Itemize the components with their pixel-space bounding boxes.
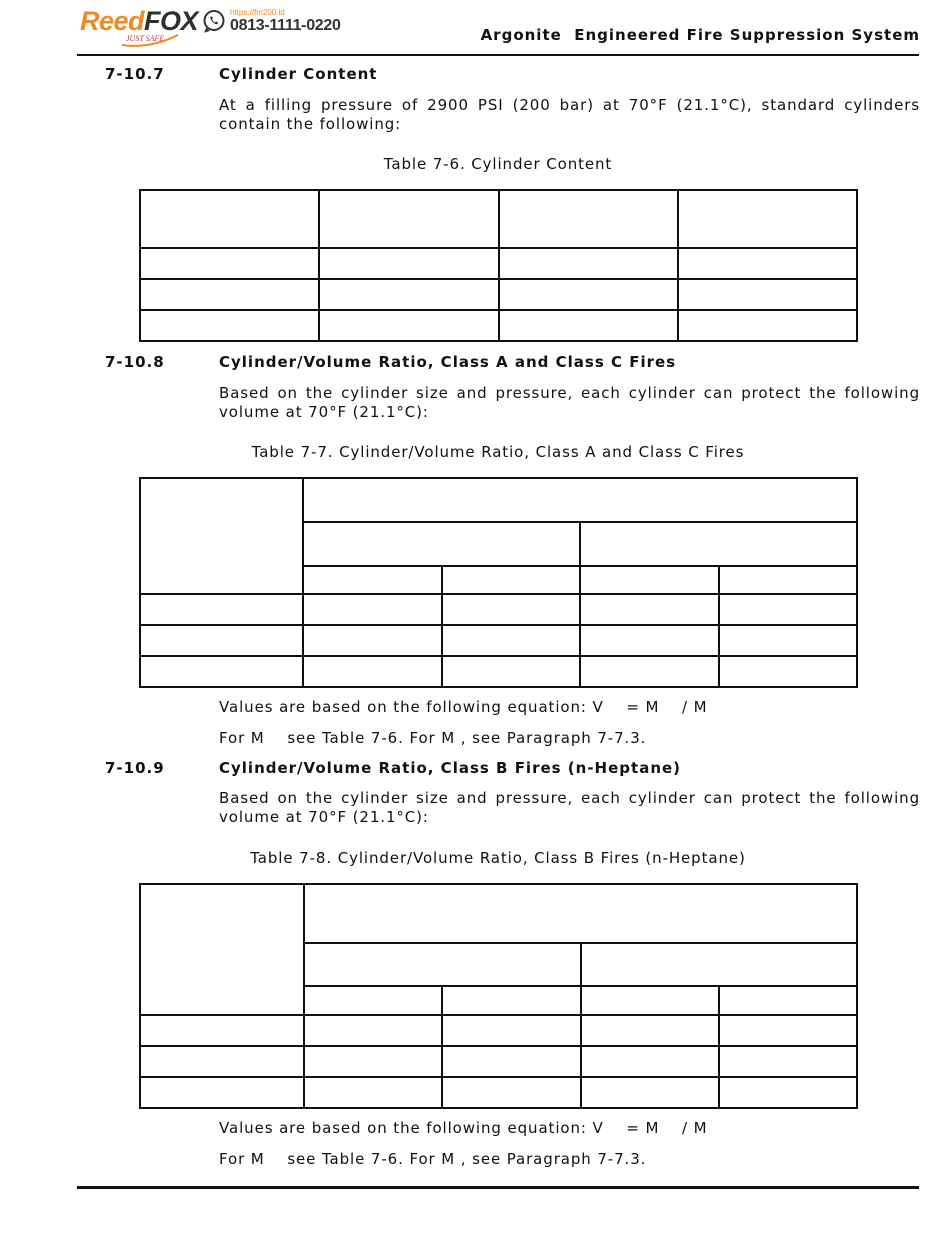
header-divider: [77, 54, 919, 56]
class-a-c-ratio-table: [139, 477, 858, 688]
reference-line: For M see Table 7-6. For M , see Paragraph 7-7.3.: [219, 729, 647, 747]
section-paragraph: Based on the cylinder size and pressure, each cylinder can protect the following volume at 70°F (21.1°C):: [219, 789, 920, 826]
equation-line: Values are based on the following equation: V = M / M: [219, 698, 708, 716]
section-title: Cylinder/Volume Ratio, Class B Fires (n-Heptane): [219, 759, 682, 777]
table-rule: [856, 189, 858, 342]
section-title: Cylinder/Volume Ratio, Class A and Class C Fires: [219, 353, 677, 371]
table-rule: [139, 624, 858, 626]
table-rule: [677, 189, 679, 342]
cylinder-content-table: [139, 189, 858, 342]
table-rule: [303, 883, 305, 1109]
table-rule: [441, 985, 443, 1109]
equation-line: Values are based on the following equation: V = M / M: [219, 1119, 708, 1137]
table-rule: [856, 477, 858, 688]
section-paragraph: Based on the cylinder size and pressure, each cylinder can protect the following volume at 70°F (21.1°C):: [219, 384, 920, 421]
table-rule: [498, 189, 500, 342]
table-rule: [302, 477, 304, 688]
table-rule: [579, 521, 581, 688]
logo-reed-text: Reed: [80, 6, 145, 36]
table-rule: [139, 686, 858, 688]
table-rule: [139, 883, 858, 885]
table-rule: [139, 1045, 858, 1047]
table-rule: [139, 593, 858, 595]
table-rule: [139, 477, 858, 479]
section-number: 7-10.7: [105, 65, 165, 83]
table-rule: [441, 565, 443, 688]
logo-phone: 0813-1111-0220: [230, 17, 341, 34]
footer-divider: [77, 1186, 919, 1189]
table-rule: [718, 565, 720, 688]
section-paragraph: At a filling pressure of 2900 PSI (200 bar) at 70°F (21.1°C), standard cylinders contain the following:: [219, 96, 920, 133]
section-number: 7-10.9: [105, 759, 165, 777]
table-rule: [139, 477, 141, 688]
table-rule: [139, 1076, 858, 1078]
logo-url: https://fm200.id: [230, 8, 285, 17]
table-caption: Table 7-7. Cylinder/Volume Ratio, Class A and Class C Fires: [251, 443, 745, 461]
table-rule: [318, 189, 320, 342]
table-rule: [580, 942, 582, 1109]
whatsapp-icon: [202, 9, 226, 33]
table-rule: [139, 883, 141, 1109]
table-caption: Table 7-8. Cylinder/Volume Ratio, Class B Fires (n-Heptane): [250, 849, 746, 867]
section-title: Cylinder Content: [219, 65, 378, 83]
section-number: 7-10.8: [105, 353, 165, 371]
logo-tagline: JUST SAFE: [126, 34, 165, 43]
class-b-ratio-table: [139, 883, 858, 1109]
page-header-title: Argonite Engineered Fire Suppression System: [480, 26, 920, 44]
table-rule: [139, 655, 858, 657]
logo-fox-text: FOX: [144, 6, 199, 36]
table-rule: [139, 1014, 858, 1016]
table-rule: [139, 1107, 858, 1109]
table-rule: [856, 883, 858, 1109]
reference-line: For M see Table 7-6. For M , see Paragraph 7-7.3.: [219, 1150, 647, 1168]
company-logo: [80, 6, 340, 50]
table-caption: Table 7-6. Cylinder Content: [383, 155, 613, 173]
table-rule: [139, 189, 141, 342]
table-rule: [718, 985, 720, 1109]
